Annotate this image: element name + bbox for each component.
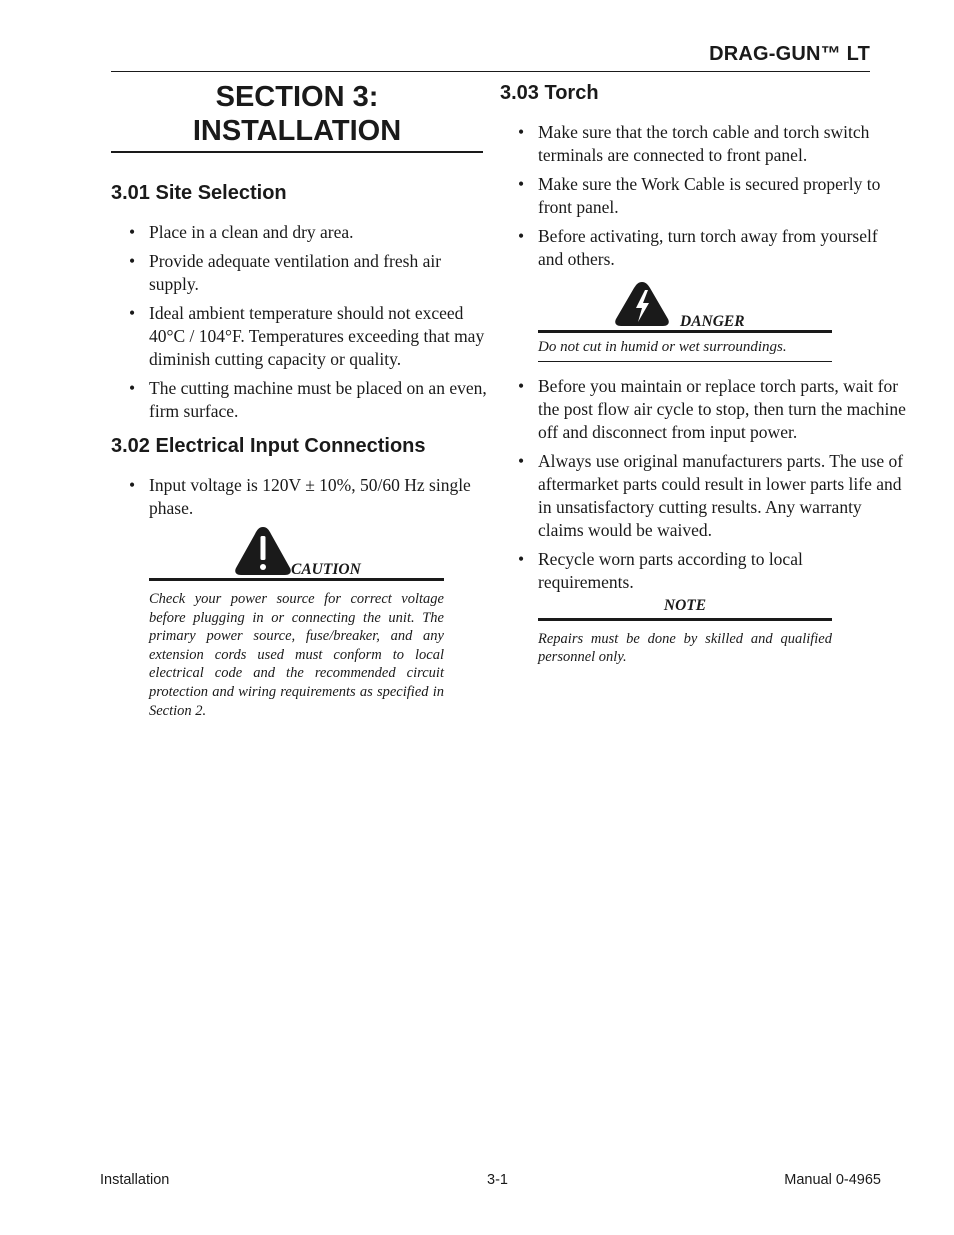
list-item bbox=[111, 302, 489, 371]
section-title bbox=[111, 80, 483, 153]
note-box bbox=[538, 597, 832, 667]
header-rule bbox=[111, 71, 870, 72]
list-item-text: Before activating, turn torch away from yourself and others. bbox=[538, 226, 878, 269]
torch-list-top bbox=[500, 121, 881, 271]
bullet-mark: • bbox=[518, 122, 525, 142]
caution-box bbox=[149, 526, 444, 720]
bullet-mark: • bbox=[129, 303, 136, 323]
electrical-heading: 3.02 Electrical Input Connections bbox=[111, 435, 426, 457]
list-item-text: Make sure the Work Cable is secured properly to front panel. bbox=[538, 174, 881, 217]
bullet-mark: • bbox=[129, 251, 136, 271]
bullet-mark: • bbox=[129, 222, 136, 242]
caution-text: Check your power source for correct voltage before plugging in or connecting the unit. The primary power source, fuse/breaker, and any extension cords used must conform to local electrical code and the recommended circuit protection and wiring requirements as specified in Section 2. bbox=[149, 591, 444, 719]
list-item bbox=[500, 450, 908, 542]
list-item-text: Make sure that the torch cable and torch switch terminals are connected to front panel. bbox=[538, 122, 870, 165]
list-item bbox=[500, 375, 908, 444]
list-item bbox=[111, 221, 449, 244]
warning-exclamation-icon bbox=[234, 526, 292, 581]
product-title: DRAG-GUN™ LT bbox=[709, 43, 870, 65]
left-column bbox=[111, 80, 487, 720]
list-item-text: Recycle worn parts according to local requirements. bbox=[538, 548, 803, 592]
torch-heading: 3.03 Torch bbox=[500, 82, 599, 104]
electrical-list bbox=[111, 474, 483, 520]
list-item bbox=[500, 548, 888, 594]
list-item-text: The cutting machine must be placed on an even, firm surface. bbox=[149, 378, 487, 421]
footer-page-number: 3-1 bbox=[487, 1172, 508, 1188]
torch-list-bottom bbox=[500, 375, 906, 594]
danger-bottom-rule bbox=[538, 361, 832, 362]
list-item-text: Input voltage is 120V ± 10%, 50/60 Hz single phase. bbox=[149, 475, 471, 518]
caution-header bbox=[149, 526, 444, 578]
note-label: NOTE bbox=[663, 596, 707, 614]
site-selection-heading: 3.01 Site Selection bbox=[111, 182, 287, 204]
bullet-mark: • bbox=[518, 226, 525, 246]
list-item-text: Provide adequate ventilation and fresh air supply. bbox=[149, 251, 442, 294]
site-selection-list bbox=[111, 221, 487, 423]
bullet-mark: • bbox=[129, 475, 136, 495]
note-text: Repairs must be done by skilled and qualified personnel only. bbox=[538, 630, 832, 666]
list-item-text: Place in a clean and dry area. bbox=[149, 222, 354, 242]
footer-manual-number: Manual 0-4965 bbox=[784, 1172, 881, 1188]
bullet-mark: • bbox=[518, 450, 525, 471]
list-item bbox=[500, 121, 883, 167]
danger-header bbox=[538, 277, 832, 330]
list-item bbox=[111, 474, 489, 520]
danger-box bbox=[538, 277, 832, 362]
lightning-hazard-icon bbox=[614, 281, 670, 332]
danger-text: Do not cut in humid or wet surroundings. bbox=[538, 339, 787, 355]
right-column bbox=[500, 80, 906, 667]
list-item bbox=[111, 250, 485, 296]
section-title-line2: INSTALLATION bbox=[192, 115, 402, 147]
bullet-mark: • bbox=[129, 378, 136, 398]
list-item bbox=[111, 377, 511, 423]
list-item-text: Always use original manufacturers parts. The use of aftermarket parts could result in lower parts life and in unsatisfactory cutting results. Any warranty claims would be waived. bbox=[538, 450, 904, 540]
bullet-mark: • bbox=[518, 548, 525, 569]
bullet-mark: • bbox=[518, 174, 525, 194]
footer-section-name: Installation bbox=[100, 1172, 170, 1188]
danger-label: DANGER bbox=[680, 313, 745, 330]
list-item bbox=[500, 225, 883, 271]
list-item-text: Ideal ambient temperature should not exceed 40°C / 104°F. Temperatures exceeding that may diminish cutting capacity or quality. bbox=[149, 303, 485, 369]
list-item bbox=[500, 173, 902, 219]
section-title-line1: SECTION 3: bbox=[215, 81, 379, 113]
bullet-mark: • bbox=[518, 375, 525, 396]
note-rule bbox=[538, 618, 832, 621]
list-item-text: Before you maintain or replace torch parts, wait for the post flow air cycle to stop, then turn the machine off and disconnect from input power. bbox=[538, 375, 906, 442]
caution-label: CAUTION bbox=[291, 561, 361, 578]
